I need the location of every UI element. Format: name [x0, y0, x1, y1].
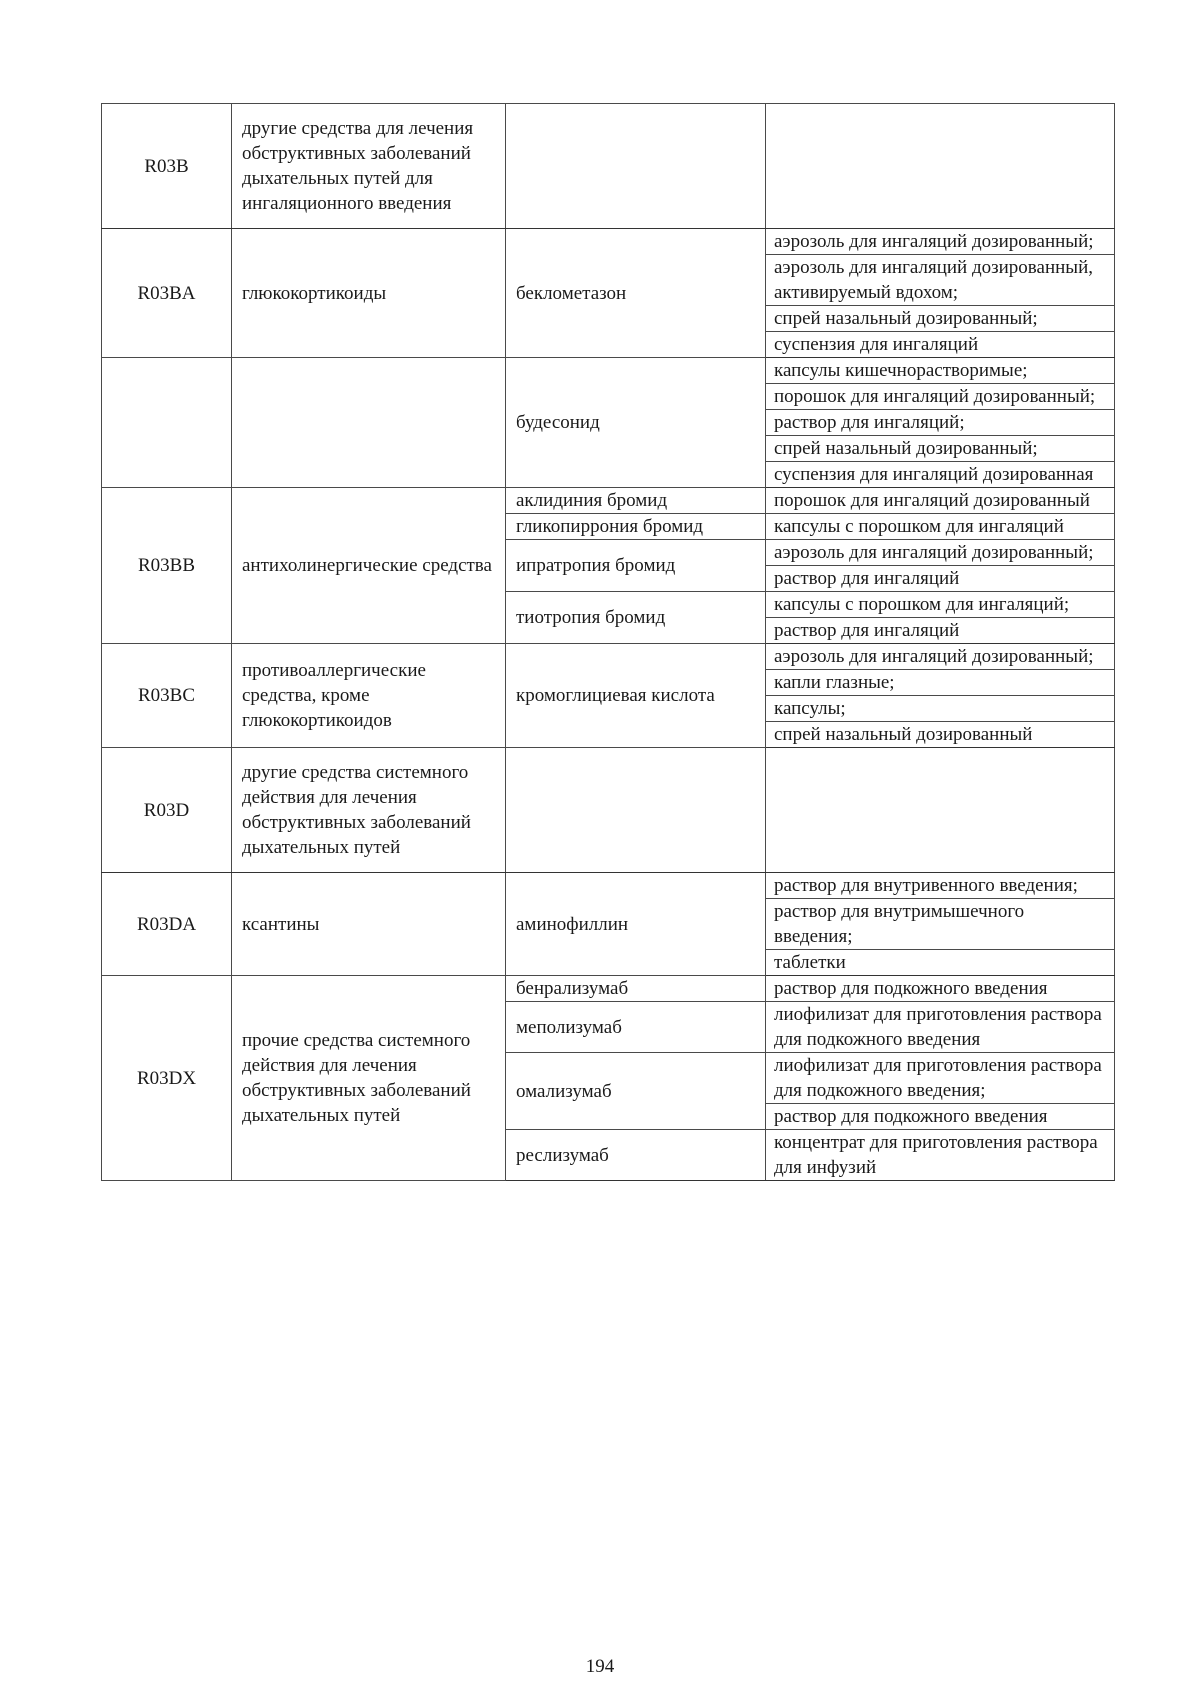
- atc-code: R03DX: [102, 976, 232, 1181]
- atc-code: R03BC: [102, 644, 232, 748]
- drug-name-empty: [506, 104, 766, 229]
- dosage-form: раствор для подкожного введения: [766, 1104, 1115, 1130]
- atc-code: R03BA: [102, 229, 232, 358]
- dosage-form: лиофилизат для приготовления раствора для подкожного введения: [766, 1002, 1115, 1053]
- drug-name-empty: [506, 748, 766, 873]
- drug-name: беклометазон: [506, 229, 766, 358]
- page-number: 194: [585, 1656, 615, 1677]
- drug-name: тиотропия бромид: [506, 592, 766, 644]
- dosage-form: лиофилизат для приготовления раствора для подкожного введения;: [766, 1053, 1115, 1104]
- drug-name: аклидиния бромид: [506, 488, 766, 514]
- atc-code: R03D: [102, 748, 232, 873]
- table-row: [102, 748, 1115, 873]
- dosage-form: таблетки: [766, 950, 1115, 976]
- medicines-table: [101, 103, 1115, 1181]
- table-row: [102, 229, 1115, 255]
- dosage-form: спрей назальный дозированный;: [766, 306, 1115, 332]
- atc-code: [102, 358, 232, 488]
- atc-code: R03B: [102, 104, 232, 229]
- atc-group-name: антихолинергические средства: [232, 488, 506, 644]
- drug-name: меполизумаб: [506, 1002, 766, 1053]
- dosage-form: аэрозоль для ингаляций дозированный, активируемый вдохом;: [766, 255, 1115, 306]
- dosage-form: раствор для ингаляций: [766, 618, 1115, 644]
- drug-name: будесонид: [506, 358, 766, 488]
- table-row: [102, 873, 1115, 899]
- dosage-form: концентрат для приготовления раствора для инфузий: [766, 1130, 1115, 1181]
- drug-name: бенрализумаб: [506, 976, 766, 1002]
- dosage-form: суспензия для ингаляций: [766, 332, 1115, 358]
- table-row: [102, 644, 1115, 670]
- dosage-form: аэрозоль для ингаляций дозированный;: [766, 229, 1115, 255]
- drug-name: ипратропия бромид: [506, 540, 766, 592]
- atc-group-name: противоаллергические средства, кроме глюкокортикоидов: [232, 644, 506, 748]
- drug-name: омализумаб: [506, 1053, 766, 1130]
- drug-name: реслизумаб: [506, 1130, 766, 1181]
- dosage-form: капсулы кишечнорастворимые;: [766, 358, 1115, 384]
- dosage-form: капли глазные;: [766, 670, 1115, 696]
- atc-group-name: [232, 358, 506, 488]
- dosage-form: порошок для ингаляций дозированный;: [766, 384, 1115, 410]
- dosage-form: аэрозоль для ингаляций дозированный;: [766, 644, 1115, 670]
- drug-name: кромоглициевая кислота: [506, 644, 766, 748]
- table-row: [102, 104, 1115, 229]
- dosage-form: раствор для внутримышечного введения;: [766, 899, 1115, 950]
- table-row: [102, 488, 1115, 514]
- atc-group-name: ксантины: [232, 873, 506, 976]
- dosage-form: спрей назальный дозированный;: [766, 436, 1115, 462]
- dosage-form: порошок для ингаляций дозированный: [766, 488, 1115, 514]
- atc-code: R03DA: [102, 873, 232, 976]
- dosage-form-empty: [766, 104, 1115, 229]
- table-row: [102, 976, 1115, 1002]
- atc-group-name: глюкокортикоиды: [232, 229, 506, 358]
- atc-group-name: прочие средства системного действия для лечения обструктивных заболеваний дыхательных путей: [232, 976, 506, 1181]
- atc-code: R03BB: [102, 488, 232, 644]
- dosage-form: раствор для внутривенного введения;: [766, 873, 1115, 899]
- dosage-form: аэрозоль для ингаляций дозированный;: [766, 540, 1115, 566]
- dosage-form: капсулы;: [766, 696, 1115, 722]
- atc-group-name: другие средства системного действия для лечения обструктивных заболеваний дыхательных путей: [232, 748, 506, 873]
- atc-group-name: другие средства для лечения обструктивных заболеваний дыхательных путей для ингаляционного введения: [232, 104, 506, 229]
- drug-name: аминофиллин: [506, 873, 766, 976]
- dosage-form: раствор для ингаляций;: [766, 410, 1115, 436]
- dosage-form: спрей назальный дозированный: [766, 722, 1115, 748]
- dosage-form: суспензия для ингаляций дозированная: [766, 462, 1115, 488]
- dosage-form: раствор для ингаляций: [766, 566, 1115, 592]
- dosage-form-empty: [766, 748, 1115, 873]
- dosage-form: капсулы с порошком для ингаляций;: [766, 592, 1115, 618]
- dosage-form: раствор для подкожного введения: [766, 976, 1115, 1002]
- dosage-form: капсулы с порошком для ингаляций: [766, 514, 1115, 540]
- drug-name: гликопиррония бромид: [506, 514, 766, 540]
- table-row: [102, 358, 1115, 384]
